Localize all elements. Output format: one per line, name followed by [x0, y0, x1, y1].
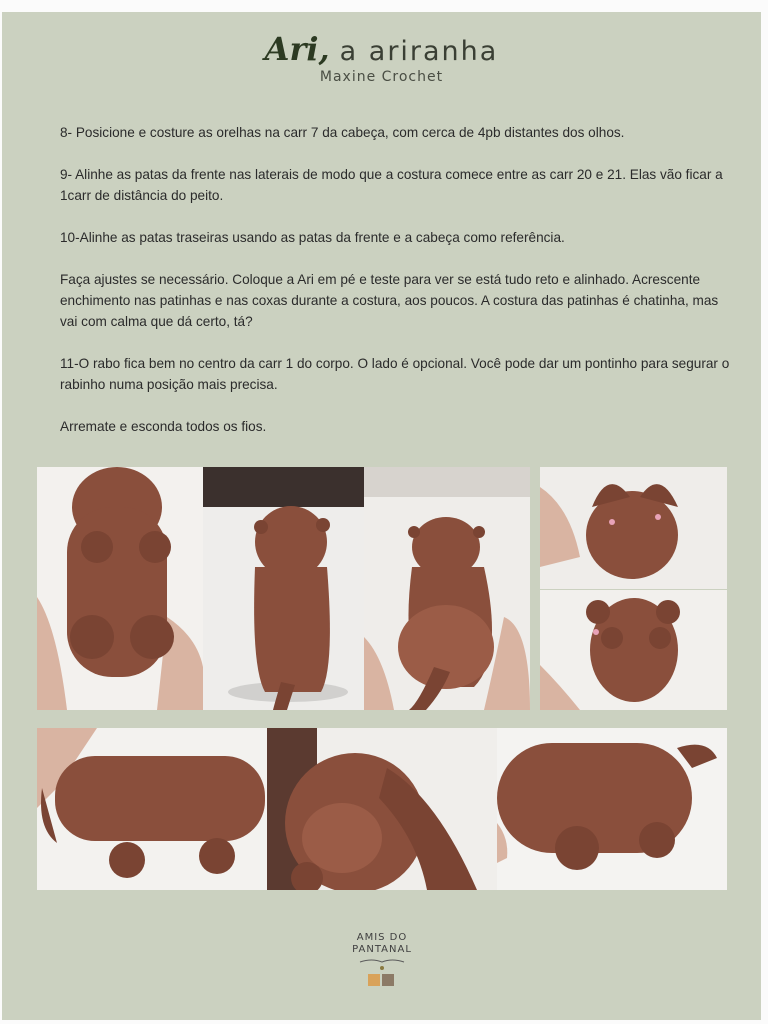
instruction-step: 8- Posicione e costure as orelhas na carr 7 da cabeça, com cerca de 4pb distantes dos olhos.	[60, 125, 625, 140]
brand-logo	[332, 932, 432, 995]
pattern-sheet	[2, 12, 761, 1020]
title-rest: a ariranha	[339, 36, 499, 67]
photo-side-body	[37, 728, 267, 890]
page-title	[2, 30, 761, 70]
logo-line-1: AMIS DO	[356, 932, 408, 943]
logo-emblem-icon	[332, 956, 432, 990]
instruction-step: 10-Alinhe as patas traseiras usando as patas da frente e a cabeça como referência.	[60, 230, 565, 245]
photo-head-ears	[540, 590, 727, 710]
instruction-step: 11-O rabo fica bem no centro da carr 1 do corpo. O lado é opcional. Você pode dar um pontinho para segurar o rabinho numa posição mais precisa.	[60, 356, 730, 392]
photo-back-view	[203, 467, 364, 710]
photo-side-paws	[497, 728, 727, 890]
photo-rear-leg	[267, 728, 497, 890]
photo-belly-view	[37, 467, 203, 710]
subtitle: Maxine Crochet	[319, 69, 444, 85]
photo-head-top	[540, 467, 727, 589]
photo-rear-view	[364, 467, 530, 710]
instruction-step: Arremate e esconda todos os fios.	[60, 419, 267, 434]
logo-line-2: PANTANAL	[352, 944, 412, 955]
title-script: Ari,	[264, 30, 330, 68]
instruction-step: Faça ajustes se necessário. Coloque a Ari em pé e teste para ver se está tudo reto e alinhado. Acrescente enchimento nas patinhas e nas coxas durante a costura, aos poucos. A costura das patinhas é chatinha, mas vai com calma que dá certo, tá?	[60, 272, 719, 329]
instruction-step: 9- Alinhe as patas da frente nas laterais de modo que a costura comece entre as carr 20 e 21. Elas vão ficar a 1carr de distância do peito.	[60, 167, 723, 203]
instructions	[60, 122, 730, 458]
